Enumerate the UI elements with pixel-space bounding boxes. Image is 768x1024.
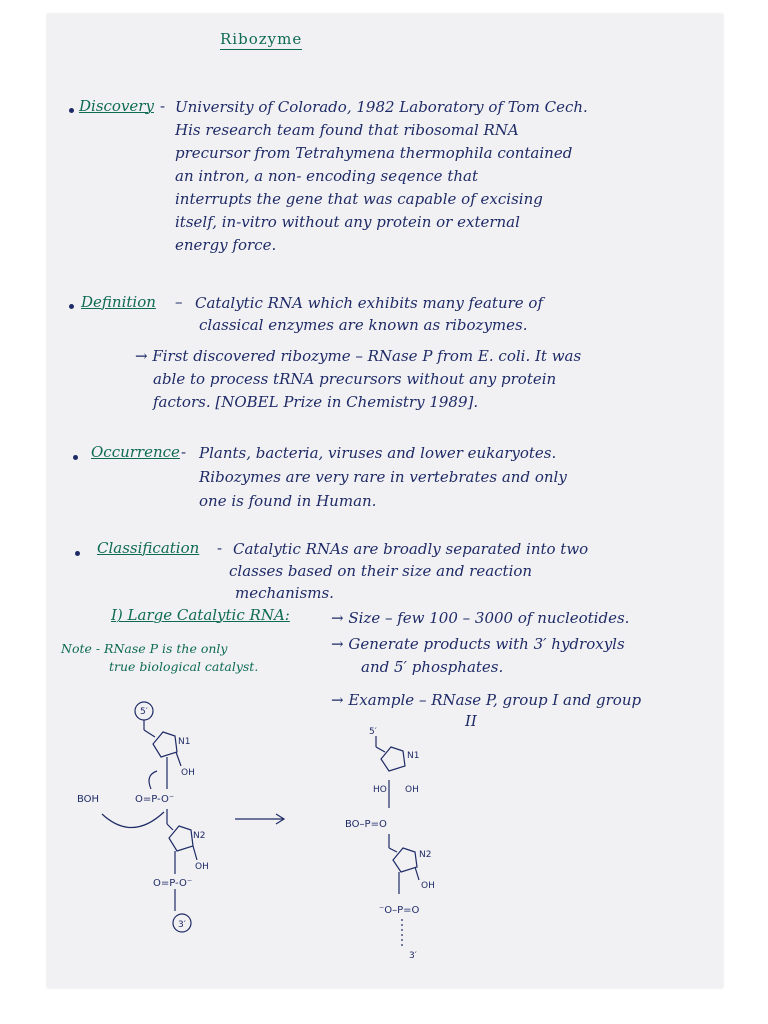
discovery-line-4: an intron, a non- encoding seqence that bbox=[175, 167, 478, 185]
left-attack-arrow-small bbox=[149, 771, 157, 789]
left-5prime-label: 5′ bbox=[140, 707, 148, 717]
left-ribose-ring-1 bbox=[153, 732, 177, 757]
left-phosphate-label: O=P-O⁻ bbox=[135, 794, 175, 805]
occurrence-line-2: Ribozymes are very rare in vertebrates and only bbox=[199, 468, 567, 486]
discovery-line-5: interrupts the gene that was capable of excising bbox=[175, 190, 543, 208]
definition-dash: – bbox=[175, 293, 183, 311]
discovery-line-7: energy force. bbox=[175, 236, 277, 254]
right-phosphate-label: BO–P=O bbox=[345, 819, 387, 830]
large-rna-point-3: and 5′ phosphates. bbox=[361, 658, 504, 676]
large-rna-point-1: → Size – few 100 – 3000 of nucleotides. bbox=[331, 609, 630, 627]
occurrence-line-1: Plants, bacteria, viruses and lower eukaryotes. bbox=[199, 444, 557, 462]
right-n1-label: N1 bbox=[407, 751, 420, 761]
large-rna-point-2: → Generate products with 3′ hydroxyls bbox=[331, 635, 625, 653]
note-line-2: true biological catalyst. bbox=[109, 659, 259, 674]
classification-label: Classification bbox=[97, 539, 200, 557]
occurrence-label: Occurrence bbox=[91, 443, 180, 461]
right-oh2-label: OH bbox=[421, 881, 435, 891]
right-phosphate2-label: ⁻O–P=O bbox=[379, 905, 420, 916]
left-boh-label: BOH bbox=[77, 794, 100, 805]
definition-sub-line-1: → First discovered ribozyme – RNase P from E. coli. It was bbox=[135, 347, 582, 365]
right-n2-label: N2 bbox=[419, 850, 432, 860]
note-line-1: Note - RNase P is the only bbox=[61, 641, 228, 656]
right-ho-label: HO bbox=[373, 785, 387, 795]
right-oh1-label: OH bbox=[405, 785, 419, 795]
discovery-label: Discovery bbox=[79, 97, 154, 115]
classification-dash: - bbox=[217, 539, 223, 557]
classification-line-2: classes based on their size and reaction bbox=[229, 562, 533, 580]
large-rna-point-5: II bbox=[465, 712, 477, 730]
definition-label: Definition bbox=[81, 293, 156, 311]
right-ribose-ring-1 bbox=[381, 747, 405, 771]
discovery-dash: - bbox=[160, 97, 166, 115]
definition-sub-line-2: able to process tRNA precursors without any protein bbox=[153, 370, 557, 388]
notebook-page bbox=[47, 14, 723, 988]
discovery-line-1: University of Colorado, 1982 Laboratory of Tom Cech. bbox=[175, 98, 588, 116]
occurrence-dash: - bbox=[181, 443, 187, 461]
left-n2-label: N2 bbox=[193, 831, 206, 841]
left-phosphate2-label: O=P-O⁻ bbox=[153, 878, 193, 889]
large-rna-point-4: → Example – RNase P, group I and group bbox=[331, 691, 642, 709]
large-catalytic-rna-heading: I) Large Catalytic RNA: bbox=[111, 606, 290, 624]
left-3prime-label: 3′ bbox=[178, 920, 186, 930]
left-n1-label: N1 bbox=[178, 737, 191, 747]
classification-line-3: mechanisms. bbox=[235, 584, 334, 602]
left-oh2-label: OH bbox=[195, 862, 209, 872]
page-title: Ribozyme bbox=[220, 30, 303, 48]
discovery-line-6: itself, in-vitro without any protein or external bbox=[175, 213, 520, 231]
definition-line-1: Catalytic RNA which exhibits many feature of bbox=[195, 294, 544, 312]
discovery-line-3: precursor from Tetrahymena thermophila contained bbox=[175, 144, 573, 162]
discovery-line-2: His research team found that ribosomal RNA bbox=[175, 121, 519, 139]
left-oh1-label: OH bbox=[181, 768, 195, 778]
left-attack-arrow-large bbox=[102, 812, 164, 828]
right-5prime-label: 5′ bbox=[369, 727, 377, 737]
definition-line-2: classical enzymes are known as ribozymes. bbox=[199, 316, 528, 334]
classification-line-1: Catalytic RNAs are broadly separated into two bbox=[233, 540, 589, 558]
occurrence-line-3: one is found in Human. bbox=[199, 492, 377, 510]
definition-sub-line-3: factors. [NOBEL Prize in Chemistry 1989]. bbox=[153, 393, 479, 411]
ribozyme-mechanism-diagram bbox=[47, 14, 723, 988]
right-3prime-label: 3′ bbox=[409, 951, 417, 961]
